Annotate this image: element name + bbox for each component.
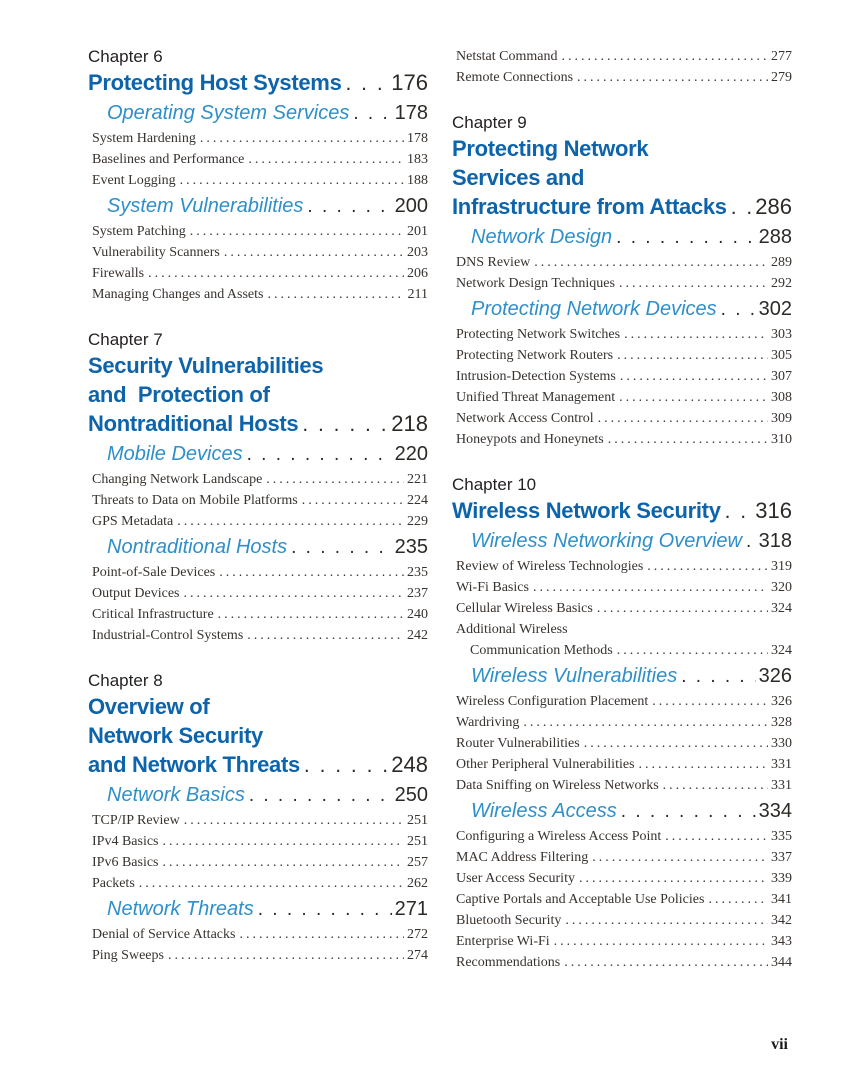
chapter-title-line: Security Vulnerabilities [88,353,324,378]
dot-leader [727,193,753,222]
toc-entry-page-number: 229 [407,514,428,529]
toc-entry-title: Additional Wireless [456,622,568,637]
dot-leader [615,387,768,408]
dot-leader [243,442,392,468]
toc-entry-page-number: 235 [407,565,428,580]
chapter-title-row [88,409,428,439]
toc-entry-title: Unified Threat Management [456,390,616,405]
toc-entry-row [452,889,792,910]
chapter-title-row [452,496,792,526]
toc-entry-page-number: 201 [407,224,428,239]
dot-leader [144,263,404,284]
dot-leader [298,410,388,439]
toc-entry-row [88,852,428,873]
chapter-page-number: 316 [755,498,792,523]
dot-leader [613,345,768,366]
toc-column-left [88,46,428,966]
dot-leader [573,67,768,88]
toc-entry-title: Router Vulnerabilities [456,736,580,751]
toc-entry-row [452,408,792,429]
toc-entry-row [88,221,428,242]
toc-entry-page-number: 331 [771,757,792,772]
toc-entry-row [452,67,792,88]
dot-leader [661,826,768,847]
toc-entry-title: MAC Address Filtering [456,850,589,865]
dot-leader [176,170,404,191]
dot-leader [254,897,392,923]
toc-entry-row [88,128,428,149]
toc-entry-page-number: 305 [771,348,792,363]
toc-entry-row [452,324,792,345]
section-heading-row [452,296,792,323]
dot-leader [550,931,768,952]
section-heading-row [88,193,428,220]
toc-entry-page-number: 308 [771,390,792,405]
chapter-label: Chapter 7 [88,330,163,349]
toc-entry-title: Netstat Command [456,49,558,64]
chapter-title-row [452,192,792,222]
dot-leader [342,69,389,98]
chapter-title-line: Services and [452,165,585,190]
section-title: Operating System Services [107,102,350,124]
toc-entry-title: Output Devices [92,586,180,601]
toc-entry-title: Wardriving [456,715,520,730]
section-title: Network Design [471,226,613,248]
toc-entry-row [88,511,428,532]
toc-entry-row [452,429,792,450]
dot-leader [594,408,768,429]
toc-entry-title: TCP/IP Review [92,813,180,828]
section-heading-row [88,896,428,923]
toc-entry-page-number: 272 [407,927,428,942]
toc-entry-page-number: 344 [771,955,792,970]
toc-entry-title: System Hardening [92,131,196,146]
toc-entry-row [452,640,792,661]
dot-leader [287,535,392,561]
toc-entry-title: Recommendations [456,955,561,970]
dot-leader [245,783,392,809]
dot-leader [704,889,768,910]
toc-entry-page-number: 242 [407,628,428,643]
toc-entry-row [88,469,428,490]
dot-leader [615,273,768,294]
dot-leader [173,511,404,532]
toc-entry-page-number: 331 [771,778,792,793]
section-heading-row [88,100,428,127]
toc-entry-page-number: 307 [771,369,792,384]
dot-leader [643,556,768,577]
toc-entry-title: Critical Infrastructure [92,607,214,622]
dot-leader [561,910,768,931]
section-page-number: 271 [394,898,428,920]
chapter-title: Wireless Network Security [452,498,721,523]
toc-entry-page-number: 324 [771,601,792,616]
section-title: Wireless Access [471,800,617,822]
section-title: Network Threats [107,898,254,920]
toc-entry-row [88,242,428,263]
toc-entry-title: Bluetooth Security [456,913,562,928]
dot-leader [588,847,768,868]
toc-entry-row [88,263,428,284]
dot-leader [593,598,768,619]
dot-leader [721,497,753,526]
toc-entry-title: Enterprise Wi-Fi [456,934,550,949]
section-title: Network Basics [107,784,245,806]
toc-entry-title-continued: Communication Methods [470,643,613,658]
toc-entry-row [452,366,792,387]
toc-entry-page-number: 262 [407,876,428,891]
toc-entry-page-number: 277 [771,49,792,64]
toc-entry-row [88,583,428,604]
toc-entry-page-number: 237 [407,586,428,601]
toc-entry-title: Managing Changes and Assets [92,287,264,302]
toc-entry-row [88,945,428,966]
section-heading-row [452,663,792,690]
chapter-title-line: Overview of [88,694,210,719]
toc-entry-row [452,273,792,294]
dot-leader [620,324,768,345]
toc-entry-title: Remote Connections [456,70,574,85]
toc-entry-page-number: 335 [771,829,792,844]
chapter-title-line: and Protection of [88,382,270,407]
dot-leader [575,868,768,889]
toc-entry-page-number: 211 [407,287,428,302]
chapter-label: Chapter 10 [452,475,537,494]
toc-entry-row [88,604,428,625]
dot-leader [717,297,756,323]
toc-column-right [452,46,792,973]
dot-leader [635,754,768,775]
dot-leader [648,691,768,712]
section-heading-row [452,528,792,555]
toc-entry-row [88,625,428,646]
toc-entry-page-number: 188 [407,173,428,188]
dot-leader [529,577,768,598]
chapter-title: Infrastructure from Attacks [452,194,727,219]
toc-entry-page-number: 310 [771,432,792,447]
page-folio: vii [771,1036,788,1053]
toc-entry-row [452,868,792,889]
dot-leader [300,751,388,780]
toc-entry-title: System Patching [92,224,186,239]
toc-entry-title: Wireless Configuration Placement [456,694,649,709]
toc-entry-row [88,924,428,945]
toc-entry-row [452,387,792,408]
dot-leader [164,945,404,966]
toc-entry-page-number: 178 [407,131,428,146]
chapter-label: Chapter 6 [88,47,163,66]
section-title: Nontraditional Hosts [107,536,288,558]
dot-leader [349,101,391,127]
toc-entry-title: Protecting Network Routers [456,348,614,363]
chapter-title-line: Protecting Network [452,136,649,161]
toc-entry-title: Event Logging [92,173,176,188]
dot-leader [243,625,404,646]
toc-entry-wrapped [452,619,792,661]
section-heading-row [88,441,428,468]
toc-entry-row [452,931,792,952]
toc-entry-row [452,577,792,598]
toc-entry-row [88,284,428,305]
toc-entry-title: Vulnerability Scanners [92,245,220,260]
chapter-label: Chapter 8 [88,671,163,690]
section-heading-row [452,224,792,251]
toc-entry-page-number: 279 [771,70,792,85]
toc-entry-page-number: 342 [771,913,792,928]
chapter-title: and Network Threats [88,752,300,777]
section-page-number: 178 [394,102,428,124]
dot-leader [580,733,768,754]
section-page-number: 250 [394,784,428,806]
dot-leader [196,128,404,149]
toc-entry-page-number: 224 [407,493,428,508]
toc-entry-row [452,345,792,366]
toc-entry-title: Denial of Service Attacks [92,927,236,942]
section-page-number: 235 [394,536,428,558]
section-page-number: 302 [758,298,792,320]
toc-entry-row [452,910,792,931]
chapter-page-number: 248 [391,752,428,777]
toc-entry-page-number: 319 [771,559,792,574]
dot-leader [215,562,404,583]
chapter-page-number: 218 [391,411,428,436]
section-page-number: 334 [758,800,792,822]
toc-entry-page-number: 303 [771,327,792,342]
toc-entry-row [452,754,792,775]
toc-entry-page-number: 324 [771,643,792,658]
dot-leader [617,799,756,825]
dot-leader [677,664,755,690]
toc-entry-page-number: 206 [407,266,428,281]
dot-leader [303,194,391,220]
toc-entry-row [88,149,428,170]
dot-leader [263,284,404,305]
toc-entry-row [452,952,792,973]
toc-entry-title: Network Access Control [456,411,594,426]
dot-leader [186,221,404,242]
toc-entry-row [452,252,792,273]
toc-entry-page-number: 251 [407,813,428,828]
toc-entry-title: Threats to Data on Mobile Platforms [92,493,298,508]
toc-entry-title: Ping Sweeps [92,948,164,963]
toc-entry-page-number: 343 [771,934,792,949]
dot-leader [519,712,768,733]
toc-entry-title: Other Peripheral Vulnerabilities [456,757,635,772]
dot-leader [613,640,768,661]
toc-entry-page-number: 257 [407,855,428,870]
toc-entry-row [452,826,792,847]
toc-entry-page-number: 251 [407,834,428,849]
toc-entry-title: Captive Portals and Acceptable Use Policies [456,892,705,907]
dot-leader [214,604,404,625]
toc-entry-page-number: 339 [771,871,792,886]
section-page-number: 326 [758,665,792,687]
toc-entry-title: Firewalls [92,266,145,281]
toc-entry-row [88,170,428,191]
toc-entry-page-number: 328 [771,715,792,730]
dot-leader [262,469,404,490]
toc-entry-title: Point-of-Sale Devices [92,565,216,580]
dot-leader [159,831,405,852]
chapter-page-number: 176 [391,70,428,95]
toc-entry-row [88,490,428,511]
chapter-title-line: Network Security [88,723,263,748]
section-page-number: 220 [394,443,428,465]
toc-entry-title: Industrial-Control Systems [92,628,244,643]
toc-entry-title: Baselines and Performance [92,152,245,167]
toc-entry-title: Packets [92,876,135,891]
toc-entry-title: Wi-Fi Basics [456,580,529,595]
chapter-page-number: 286 [755,194,792,219]
chapter-title: Protecting Host Systems [88,70,342,95]
dot-leader [298,490,404,511]
section-page-number: 200 [394,195,428,217]
toc-entry-page-number: 221 [407,472,428,487]
toc-entry-page-number: 183 [407,152,428,167]
dot-leader [135,873,404,894]
section-title: Wireless Vulnerabilities [471,665,678,687]
chapter-title-row [88,68,428,98]
section-title: Mobile Devices [107,443,243,465]
chapter-title-row [88,750,428,780]
section-heading-row [88,534,428,561]
section-title: System Vulnerabilities [107,195,304,217]
dot-leader [180,810,404,831]
chapter-title: Nontraditional Hosts [88,411,299,436]
toc-entry-row [452,598,792,619]
dot-leader [612,225,755,251]
section-page-number: 318 [758,530,792,552]
section-page-number: 288 [758,226,792,248]
toc-entry-row [452,733,792,754]
toc-entry-page-number: 320 [771,580,792,595]
toc-entry-row [452,691,792,712]
toc-entry-title: IPv6 Basics [92,855,159,870]
toc-entry-title: Review of Wireless Technologies [456,559,644,574]
toc-entry-page-number: 309 [771,411,792,426]
toc-entry-title: Data Sniffing on Wireless Networks [456,778,659,793]
toc-entry-title: Protecting Network Switches [456,327,621,342]
dot-leader [530,252,768,273]
dot-leader [235,924,404,945]
toc-entry-row [452,46,792,67]
toc-entry-row [452,775,792,796]
dot-leader [560,952,768,973]
toc-entry-page-number: 240 [407,607,428,622]
toc-entry-page-number: 274 [407,948,428,963]
dot-leader [159,852,405,873]
section-heading-row [452,798,792,825]
toc-entry-row [88,562,428,583]
section-title: Wireless Networking Overview [471,530,742,552]
toc-entry-row [88,810,428,831]
toc-entry-page-number: 203 [407,245,428,260]
toc-entry-title: Honeypots and Honeynets [456,432,604,447]
section-heading-row [88,782,428,809]
toc-entry-row [452,556,792,577]
toc-entry-page-number: 337 [771,850,792,865]
toc-entry-page-number: 341 [771,892,792,907]
toc-entry-title: Configuring a Wireless Access Point [456,829,662,844]
dot-leader [220,242,404,263]
toc-entry-title: DNS Review [456,255,531,270]
dot-leader [742,529,756,555]
toc-entry-page-number: 330 [771,736,792,751]
toc-entry-page-number: 289 [771,255,792,270]
toc-entry-row [452,847,792,868]
toc-entry-title: Changing Network Landscape [92,472,263,487]
toc-entry-page-number: 292 [771,276,792,291]
toc-entry-title: Intrusion-Detection Systems [456,369,616,384]
toc-entry-title: Cellular Wireless Basics [456,601,593,616]
dot-leader [616,366,768,387]
dot-leader [604,429,768,450]
toc-entry-row [452,712,792,733]
toc-entry-row [88,831,428,852]
dot-leader [558,46,769,67]
toc-entry-page-number: 326 [771,694,792,709]
dot-leader [244,149,404,170]
toc-entry-title: User Access Security [456,871,575,886]
toc-entry-title: GPS Metadata [92,514,174,529]
dot-leader [179,583,404,604]
toc-entry-row [88,873,428,894]
toc-entry-title: IPv4 Basics [92,834,159,849]
dot-leader [659,775,768,796]
chapter-label: Chapter 9 [452,113,527,132]
section-title: Protecting Network Devices [471,298,717,320]
toc-entry-title: Network Design Techniques [456,276,615,291]
